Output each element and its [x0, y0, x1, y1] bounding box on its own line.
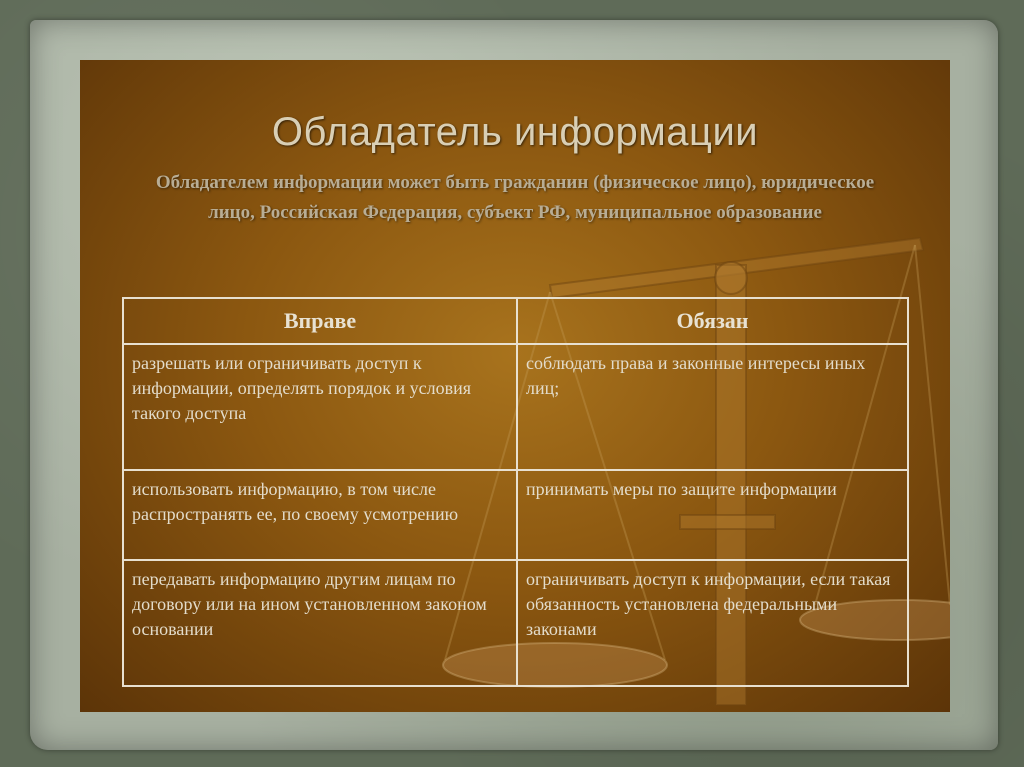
slide-title: Обладатель информации [271, 110, 759, 154]
table-row [123, 560, 908, 686]
header-vprave: Вправе [123, 298, 517, 344]
table-row [123, 344, 908, 470]
table-cell-right: использовать информацию, в том числе распространять ее, по своему усмотрению [123, 470, 517, 560]
table-cell-right: разрешать или ограничивать доступ к информации, определять порядок и условия такого доступа [123, 344, 517, 470]
table-row [123, 470, 908, 560]
rights-obligations-table [122, 297, 909, 687]
slide-subtitle: Обладателем информации может быть гражданин (физическое лицо), юридическое лицо, Российская Федерация, субъект РФ, муниципальное образование [155, 172, 875, 223]
header-obyazan: Обязан [517, 298, 908, 344]
slide [80, 60, 950, 712]
table-header-row [123, 298, 908, 344]
table-cell-obligation: ограничивать доступ к информации, если такая обязанность установлена федеральными законами [517, 560, 908, 686]
table-cell-obligation: соблюдать права и законные интересы иных лиц; [517, 344, 908, 470]
table-cell-obligation: принимать меры по защите информации [517, 470, 908, 560]
table-cell-right: передавать информацию другим лицам по договору или на ином установленном законом основании [123, 560, 517, 686]
